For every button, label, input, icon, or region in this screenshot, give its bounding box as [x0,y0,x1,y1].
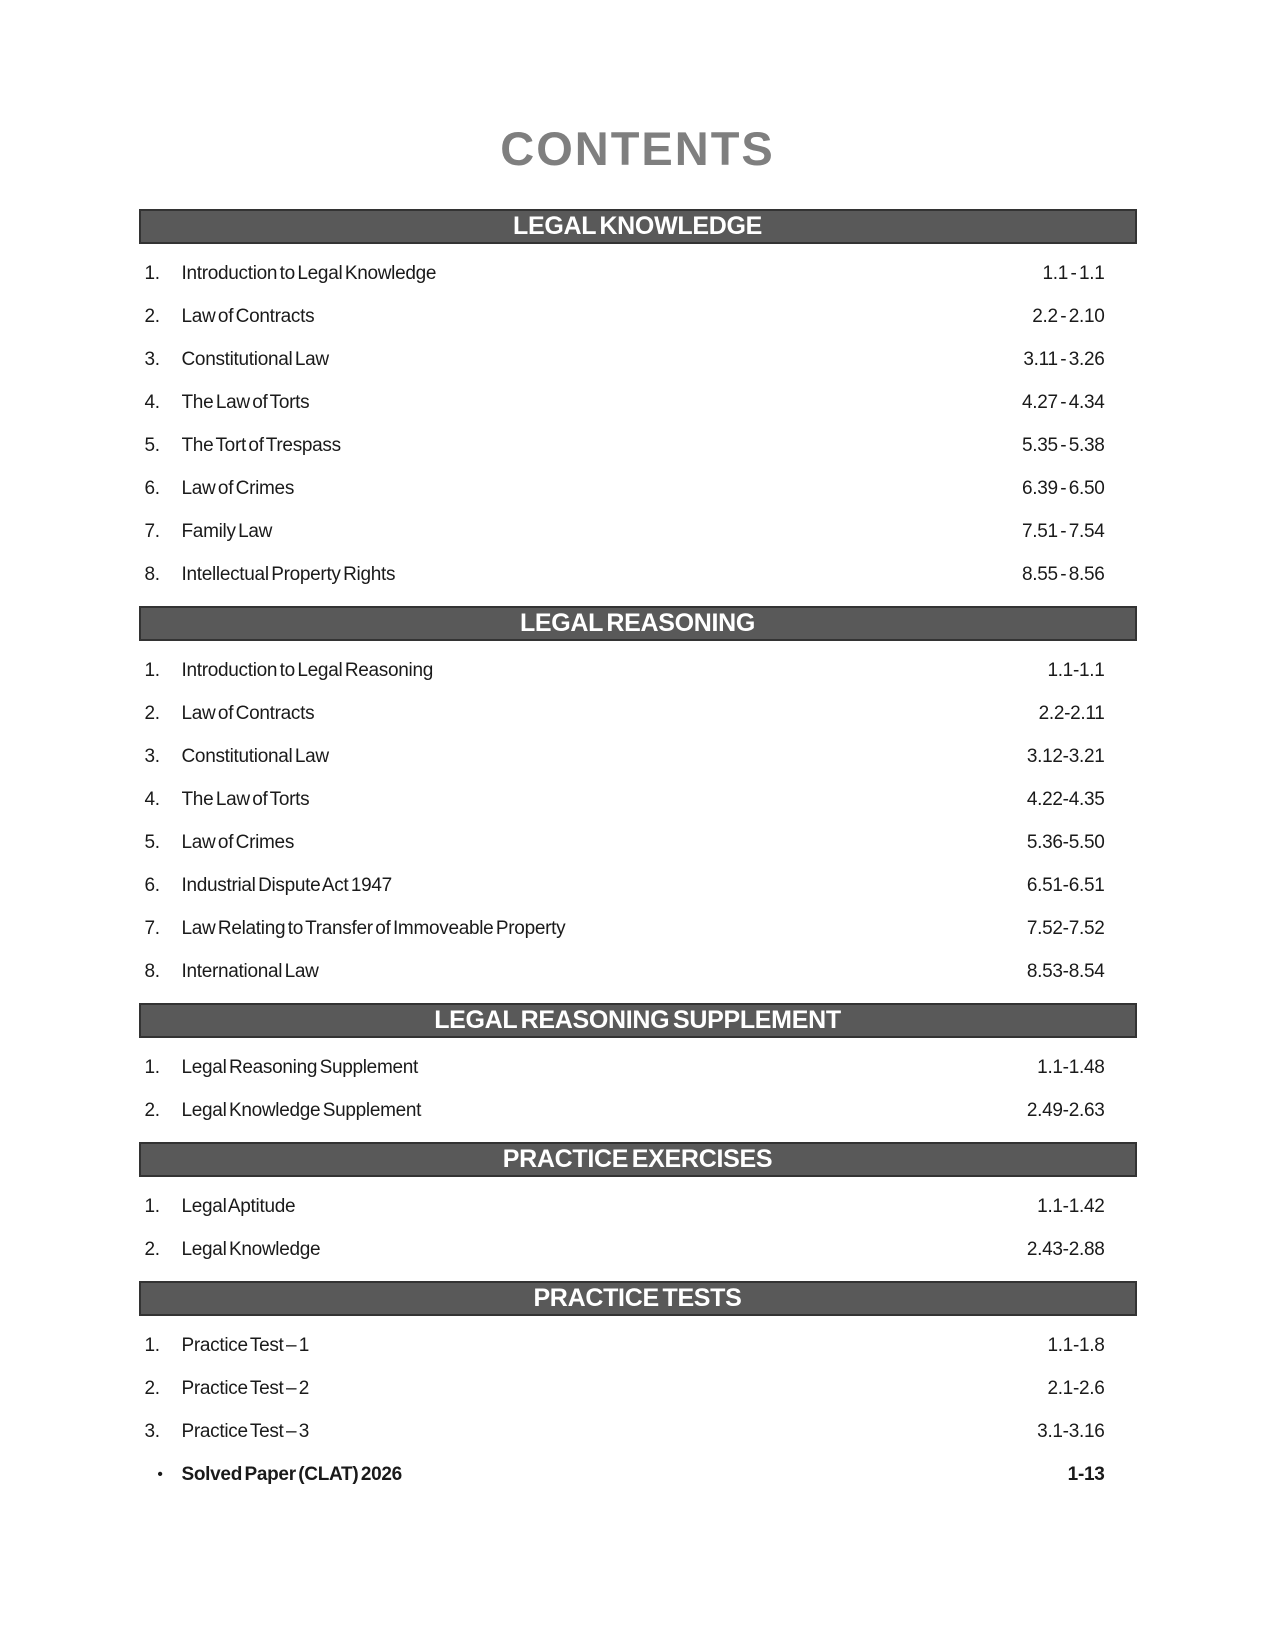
item-pages: 2.2 - 2.10 [1032,305,1105,327]
toc-row [139,553,1137,596]
toc-row [139,1185,1137,1228]
item-pages: 3.12-3.21 [1026,745,1105,767]
item-label: Law of Contracts [181,702,315,724]
toc-section [139,209,1137,596]
section-title: PRACTICE EXERCISES [502,1145,773,1173]
section-bar [139,1003,1137,1038]
item-pages: 1.1-1.42 [1037,1195,1105,1217]
item-label: Practice Test – 3 [181,1420,310,1442]
item-pages: 7.52-7.52 [1026,917,1105,939]
item-number: 5. [144,434,160,456]
item-number: 2. [144,702,160,724]
section-title: LEGAL REASONING [519,609,756,637]
section-rows [139,1185,1137,1271]
toc-row [139,252,1137,295]
toc-row [139,907,1137,950]
item-number: 1. [144,1334,160,1356]
item-pages: 1.1-1.1 [1047,659,1105,681]
item-label: Law Relating to Transfer of Immoveable Property [181,917,566,939]
toc-row [139,1228,1137,1271]
item-pages: 4.22-4.35 [1026,788,1105,810]
item-label: Legal Aptitude [181,1195,296,1217]
item-label: Law of Crimes [181,831,295,853]
item-pages: 1.1 - 1.1 [1042,262,1105,284]
item-pages: 8.55 - 8.56 [1021,563,1105,585]
item-number: 1. [144,262,160,284]
toc-row [139,1046,1137,1089]
item-number: 8. [144,960,160,982]
item-number: 1. [144,659,160,681]
item-number: • [157,1466,163,1483]
section-title: LEGAL KNOWLEDGE [513,212,762,240]
section-rows [139,252,1137,596]
item-number: 3. [144,348,160,370]
item-number: 2. [144,1377,160,1399]
section-bar [139,1281,1137,1316]
item-label: Law of Crimes [181,477,295,499]
item-label: Intellectual Property Rights [181,563,396,585]
page-title: CONTENTS [500,122,775,175]
item-pages: 6.51-6.51 [1026,874,1105,896]
item-label: Practice Test – 2 [181,1377,310,1399]
toc-row [139,510,1137,553]
section-bar [139,606,1137,641]
item-number: 2. [144,1099,160,1121]
item-number: 4. [144,391,160,413]
toc-row [139,735,1137,778]
item-pages: 5.35 - 5.38 [1021,434,1105,456]
toc-section [139,1142,1137,1271]
item-pages: 4.27 - 4.34 [1021,391,1105,413]
toc-section [139,1003,1137,1132]
section-bar [139,1142,1137,1177]
toc-row [139,338,1137,381]
item-pages: 6.39 - 6.50 [1021,477,1105,499]
item-label: Introduction to Legal Knowledge [181,262,437,284]
item-label: Constitutional Law [181,348,329,370]
item-number: 6. [144,477,160,499]
toc-row [139,1367,1137,1410]
item-pages: 1.1-1.48 [1037,1056,1105,1078]
item-label: The Law of Torts [181,391,310,413]
item-label: Legal Knowledge [181,1238,321,1260]
item-pages: 2.1-2.6 [1047,1377,1105,1399]
toc-row [139,1410,1137,1453]
toc-sections [139,209,1137,1496]
item-label: Solved Paper (CLAT) 2026 [181,1463,402,1485]
item-label: Constitutional Law [181,745,329,767]
item-number: 1. [144,1195,160,1217]
item-label: The Tort of Trespass [181,434,341,456]
toc-row [139,692,1137,735]
section-bar [139,209,1137,244]
item-number: 7. [144,917,160,939]
item-pages: 7.51 - 7.54 [1021,520,1105,542]
item-label: Family Law [181,520,273,542]
item-pages: 3.11 - 3.26 [1023,348,1105,370]
item-number: 8. [144,563,160,585]
toc-row [139,467,1137,510]
item-number: 1. [144,1056,160,1078]
toc-row [139,950,1137,993]
item-pages: 5.36-5.50 [1026,831,1105,853]
item-label: Legal Knowledge Supplement [181,1099,422,1121]
toc-row [139,821,1137,864]
item-pages: 2.49-2.63 [1026,1099,1105,1121]
item-number: 6. [144,874,160,896]
section-rows [139,1046,1137,1132]
item-label: International Law [181,960,319,982]
section-title: PRACTICE TESTS [533,1284,742,1312]
toc-row [139,381,1137,424]
item-pages: 8.53-8.54 [1026,960,1105,982]
item-pages: 2.43-2.88 [1026,1238,1105,1260]
item-number: 5. [144,831,160,853]
item-label: Legal Reasoning Supplement [181,1056,418,1078]
toc-row [139,295,1137,338]
item-label: Practice Test – 1 [181,1334,310,1356]
section-rows [139,649,1137,993]
item-label: Introduction to Legal Reasoning [181,659,434,681]
toc-row [139,1089,1137,1132]
item-label: The Law of Torts [181,788,310,810]
item-number: 2. [144,1238,160,1260]
item-pages: 2.2-2.11 [1038,702,1105,724]
toc-row [139,424,1137,467]
item-pages: 1.1-1.8 [1047,1334,1105,1356]
item-label: Industrial Dispute Act 1947 [181,874,392,896]
item-number: 7. [144,520,160,542]
item-number: 3. [144,1420,160,1442]
item-label: Law of Contracts [181,305,315,327]
item-number: 4. [144,788,160,810]
item-number: 3. [144,745,160,767]
toc-section [139,1281,1137,1496]
section-title: LEGAL REASONING SUPPLEMENT [434,1006,841,1034]
toc-row [139,1453,1137,1496]
section-rows [139,1324,1137,1496]
toc-row [139,864,1137,907]
item-pages: 3.1-3.16 [1037,1420,1105,1442]
toc-row [139,1324,1137,1367]
item-number: 2. [144,305,160,327]
item-pages: 1-13 [1067,1463,1105,1485]
toc-row [139,649,1137,692]
toc-section [139,606,1137,993]
toc-row [139,778,1137,821]
